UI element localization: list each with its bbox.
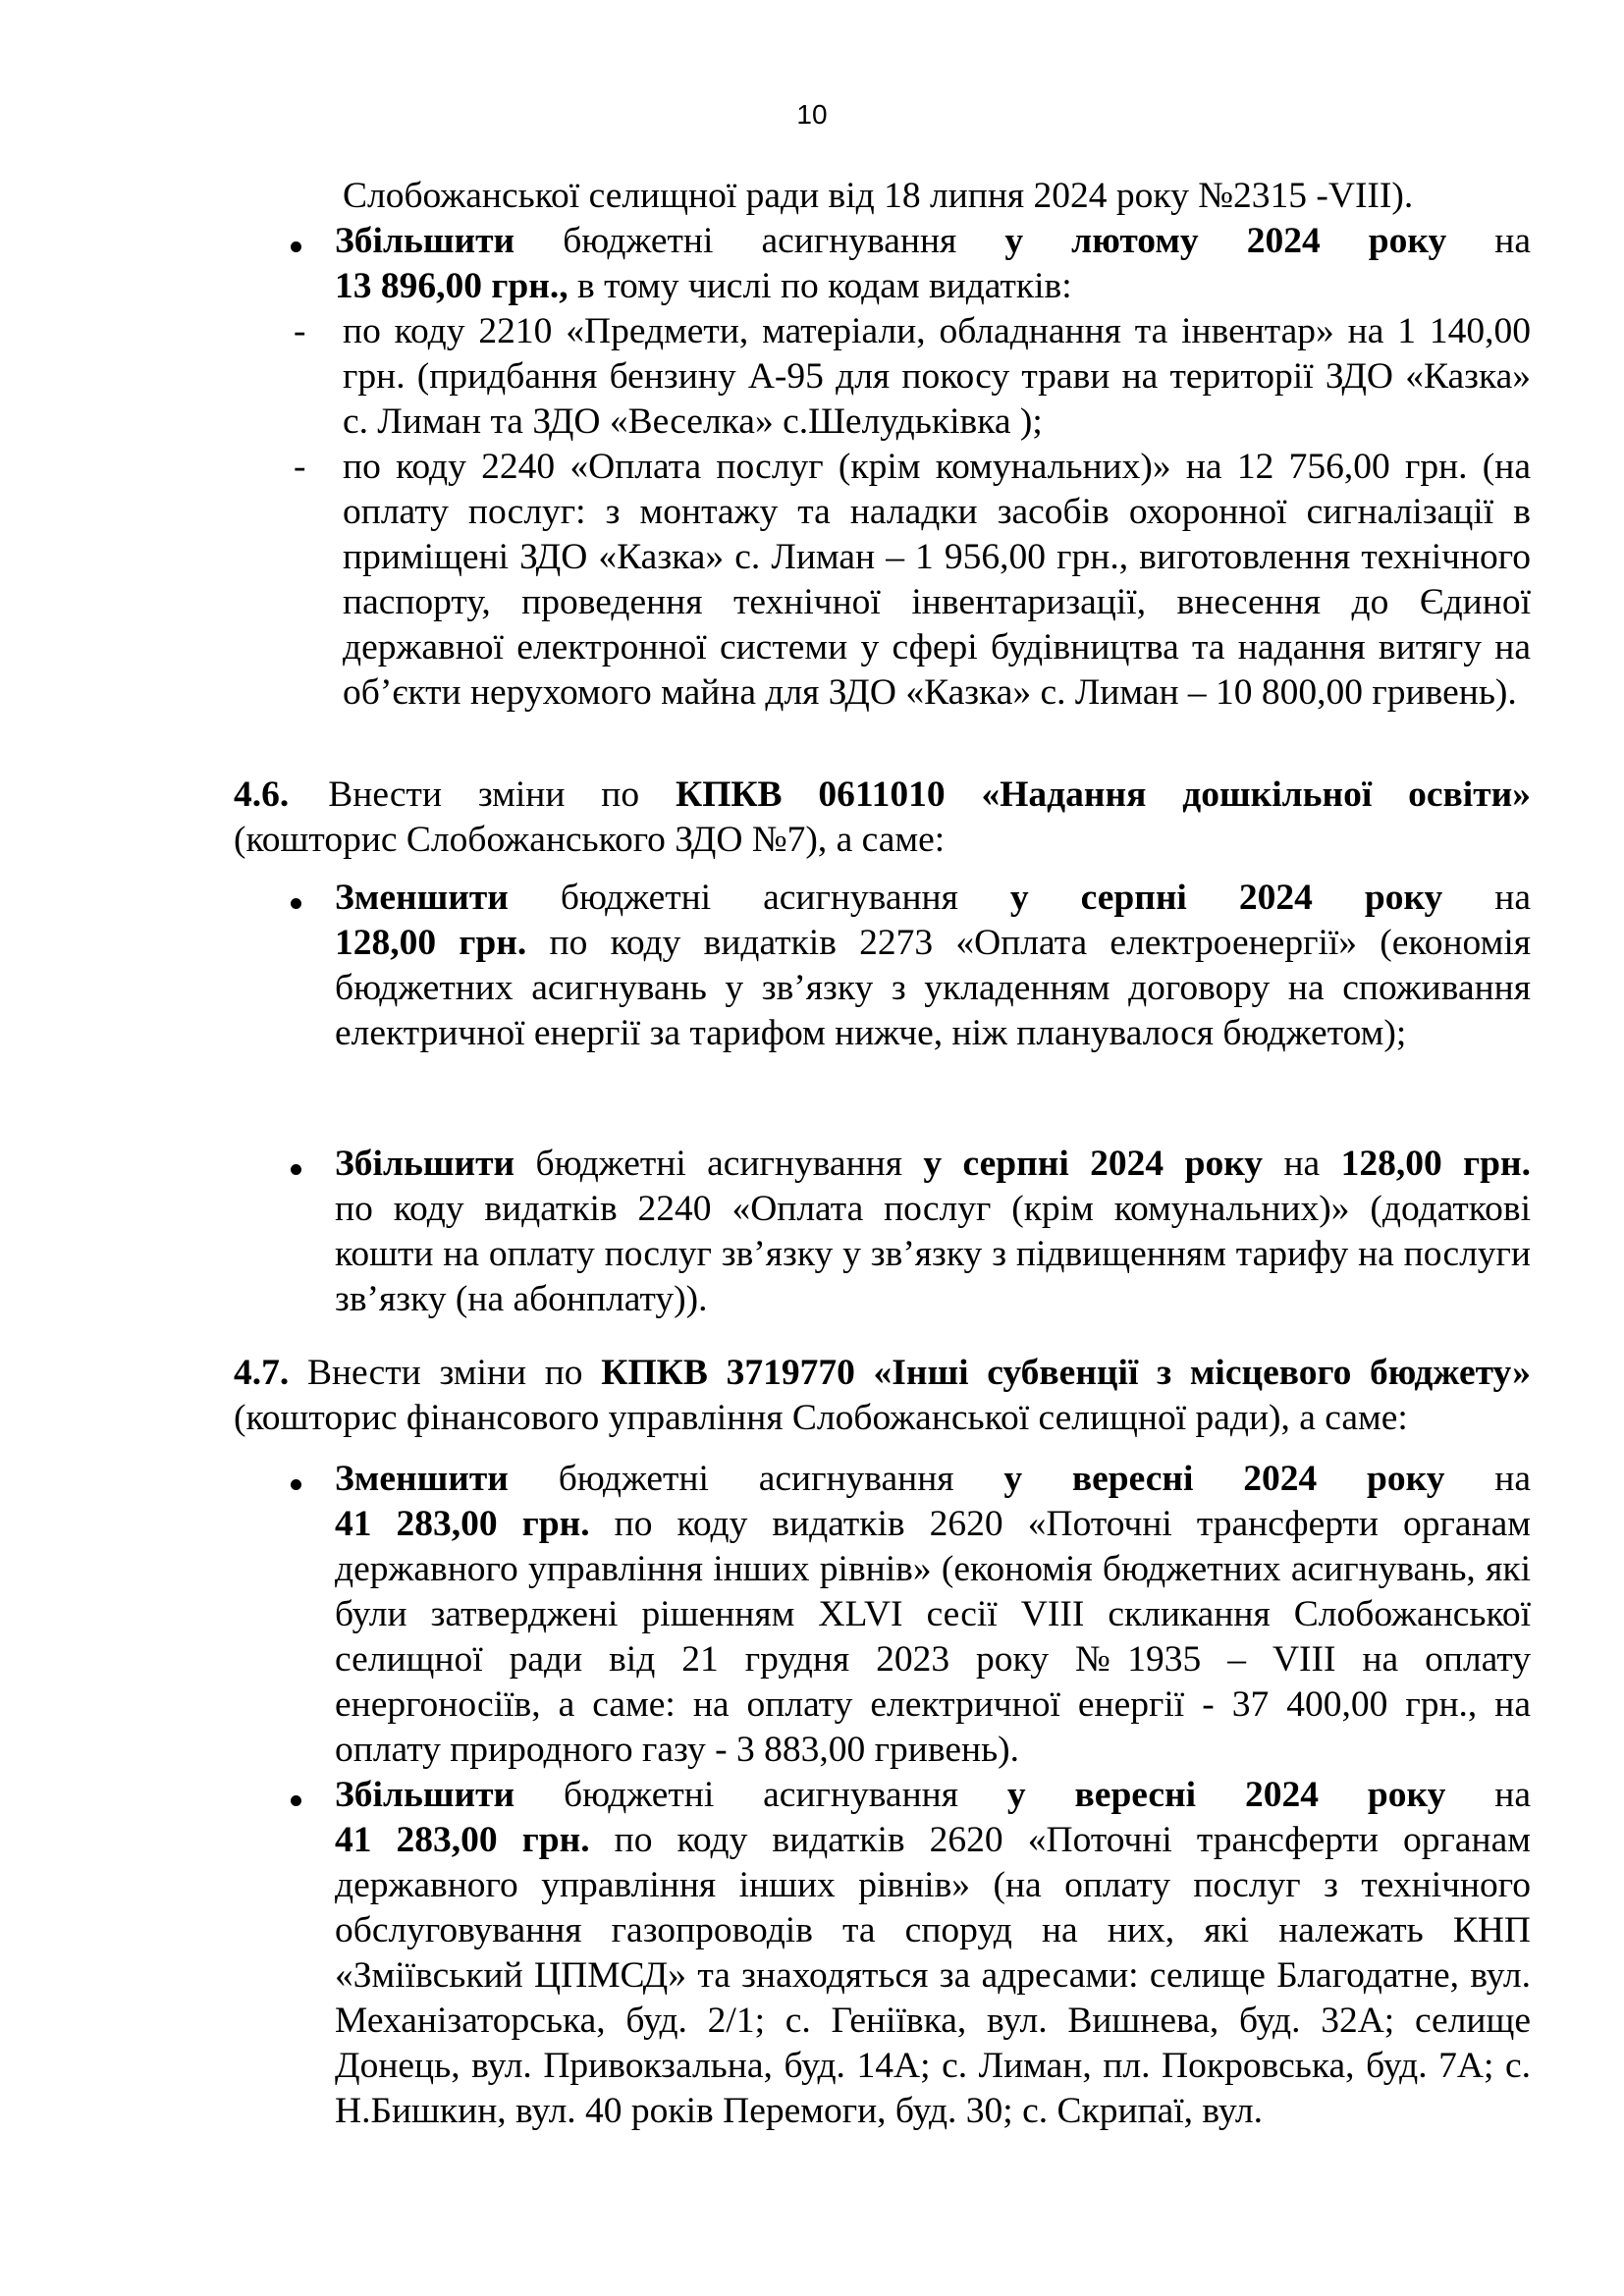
feb-line-2: 13 896,00 грн., в тому числі по кодам видатків: [335, 266, 1072, 306]
s47-bullet-decrease: Зменшити бюджетні асигнування у вересні 2024 року на 41 283,00 грн. по коду видатків 2620 «Поточні трансферти органам державного управління інших рівнів» (економія бюджетних асигнувань, які були затверджені рішенням XLVI сесії VIII скликання Слобожанської селищної ради від 21 грудня 2023 року №1935 – VIII на оплату енергоносіїв, а саме: на оплату електричної енергії - 37 400,00 грн., на оплату природного газу - 3 883,00 гривень). [335, 1459, 1531, 1770]
page-number: 10 [796, 99, 828, 130]
section-4-6-kpkv: КПКВ 0611010 «Надання дошкільної освіти» [676, 774, 1531, 815]
feb-item-2240: по коду 2240 «Оплата послуг (крім комунальних)» на 12 756,00 грн. (на оплату послуг: з монтажу та наладки засобів охоронної сигналізації в приміщені ЗДО «Казка» с. Лиман – 1 956,00 грн., виготовлення технічного паспорту, проведення технічної інвентаризації, внесення до Єдиної державної електронної системи у сфері будівництва та надання витягу на об’єкти нерухомого майна для ЗДО «Казка» с. Лиман – 10 800,00 гривень). [343, 447, 1531, 713]
bullet-icon [291, 1479, 301, 1490]
feb-bold-month: у лютому 2024 року [1004, 221, 1447, 261]
s47-bullet-increase: Збільшити бюджетні асигнування у вересні 2024 року на 41 283,00 грн. по коду видатків 2620 «Поточні трансферти органам державного управління інших рівнів» (на оплату послуг з технічного обслуговування газопроводів та споруд на них, які належать КНП «Зміївський ЦПМСД» та знаходяться за адресами: селище Благодатне, вул. Механізаторська, буд. 2/1; с. Геніївка, вул. Вишнева, буд. 32А; селище Донець, вул. Привокзальна, буд. 14А; с. Лиман, пл. Покровська, буд. 7А; с. Н.Бишкин, вул. 40 років Перемоги, буд. 30; с. Скрипаї, вул. [335, 1775, 1531, 2131]
bullet-icon [291, 1164, 301, 1175]
feb-item-2210: по коду 2210 «Предмети, матеріали, обладнання та інвентар» на 1 140,00 грн. (придбання бензину А-95 для покосу трави на території ЗДО «Казка» с. Лиман та ЗДО «Веселка» с.Шелудьківка ); [343, 311, 1531, 442]
section-4-6-heading: 4.6. Внести зміни по КПКВ 0611010 «Надання дошкільної освіти» (кошторис Слобожанського ЗДО №7), а саме: [234, 774, 1531, 860]
s46-bullet-increase: Збільшити бюджетні асигнування у серпні 2024 року на 128,00 грн. по коду видатків 2240 «Оплата послуг (крім комунальних)» (додаткові кошти на оплату послуг зв’язку у зв’язку з підвищенням тарифу на послуги зв’язку (на абонплату)). [335, 1144, 1531, 1319]
section-4-6-number: 4.6. [234, 774, 290, 815]
feb-bold-amount: 13 896,00 грн., [335, 266, 568, 306]
section-4-7-number: 4.7. [234, 1353, 290, 1393]
intro-line: Слобожанської селищної ради від 18 липня 2024 року №2315 -VIII). [343, 176, 1414, 216]
feb-line-1: Збільшити бюджетні асигнування у лютому 2024 року на [335, 221, 1531, 261]
bullet-icon [291, 1795, 301, 1806]
s46-bullet-decrease: Зменшити бюджетні асигнування у серпні 2024 року на 128,00 грн. по коду видатків 2273 «Оплата електроенергії» (економія бюджетних асигнувань у зв’язку з укладенням договору на споживання електричної енергії за тарифом нижче, ніж планувалося бюджетом); [335, 878, 1531, 1053]
bullet-icon [291, 898, 301, 909]
feb-bold-increase: Збільшити [335, 221, 515, 261]
dash-marker: - [294, 447, 306, 487]
section-4-7-kpkv: КПКВ 3719770 «Інші субвенції з місцевого бюджету» [601, 1353, 1531, 1393]
section-4-7-heading: 4.7. Внести зміни по КПКВ 3719770 «Інші субвенції з місцевого бюджету» (кошторис фінансового управління Слобожанської селищної ради), а саме: [234, 1353, 1531, 1438]
dash-marker: - [294, 311, 306, 351]
feb-bullet-text [335, 219, 1531, 309]
bullet-icon [291, 241, 301, 252]
